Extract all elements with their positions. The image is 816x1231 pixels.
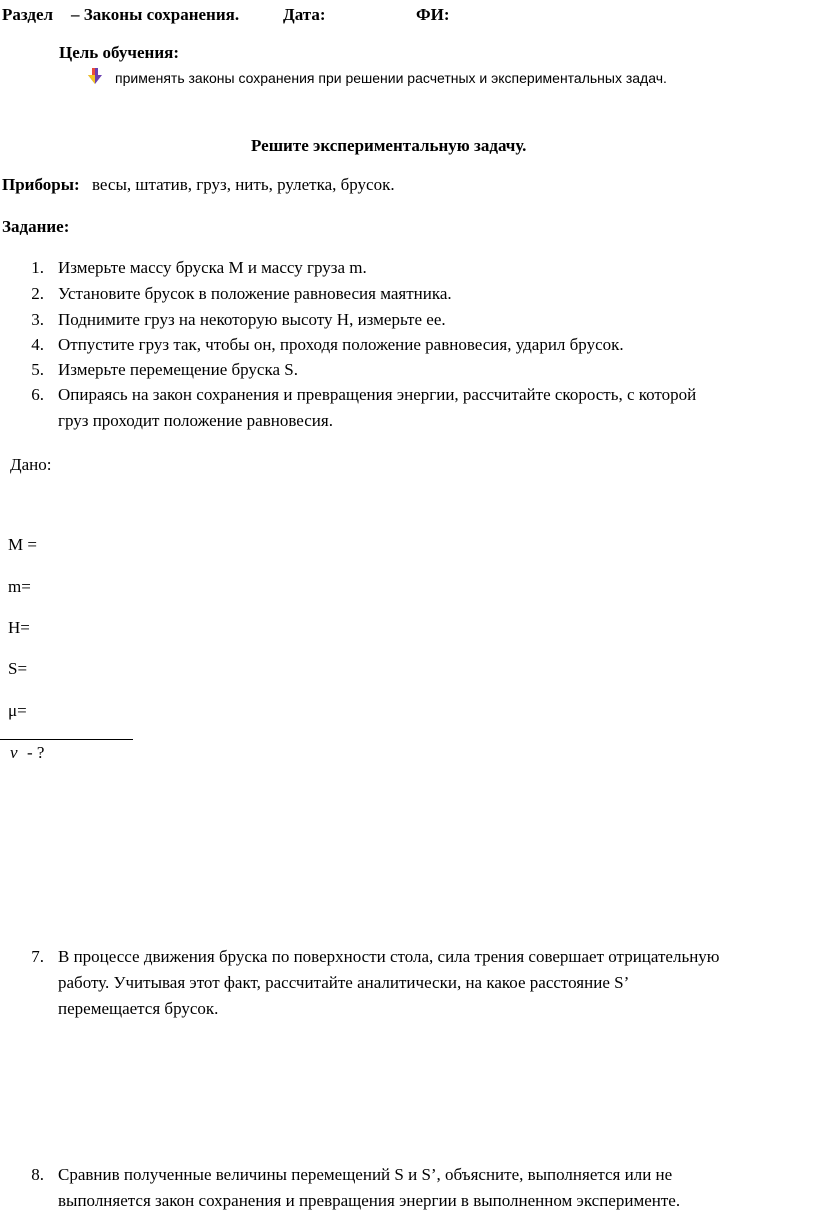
task-title: Решите экспериментальную задачу. [251, 136, 527, 155]
list-item-text-continued: перемещается брусок. [58, 999, 219, 1018]
list-item-number: 8. [31, 1165, 44, 1184]
section-label: Раздел [2, 5, 54, 24]
instruments-text: весы, штатив, груз, нить, рулетка, брусок. [92, 175, 395, 194]
list-item-text: Измерьте перемещение бруска S. [58, 360, 298, 379]
given-item-displacement: S= [8, 659, 28, 678]
list-item-number: 3. [31, 310, 44, 329]
given-item-mass-block: M = [8, 535, 37, 554]
list-item-text: Установите брусок в положение равновесия маятника. [58, 284, 452, 303]
given-item-height: H= [8, 618, 30, 637]
objective-heading: Цель обучения: [59, 43, 179, 62]
list-item-text: Сравнив полученные величины перемещений S и S’, объясните, выполняется или не [58, 1165, 673, 1184]
assignment-label: Задание: [2, 217, 70, 236]
objective-item: применять законы сохранения при решении расчетных и экспериментальных задач. [115, 70, 667, 86]
unknown-suffix: - ? [27, 743, 45, 762]
given-label: Дано: [10, 455, 52, 474]
list-item-number: 1. [31, 258, 44, 277]
list-item-number: 5. [31, 360, 44, 379]
list-item-text-continued: груз проходит положение равновесия. [58, 411, 333, 430]
section-topic: – Законы сохранения. [71, 5, 240, 24]
name-label: ФИ: [416, 5, 450, 24]
given-item-mass-load: m= [8, 577, 31, 596]
list-item-text: В процессе движения бруска по поверхности стола, сила трения совершает отрицательную [58, 947, 720, 966]
instruments-label: Приборы: [2, 175, 80, 194]
list-item-text-continued: выполняется закон сохранения и превращения энергии в выполненном эксперименте. [58, 1191, 681, 1210]
list-item-text: Опираясь на закон сохранения и превращения энергии, рассчитайте скорость, с которой [58, 385, 697, 404]
list-item-text-continued: работу. Учитывая этот факт, рассчитайте аналитически, на какое расстояние S’ [58, 973, 630, 992]
given-divider [0, 739, 133, 740]
list-item-text: Измерьте массу бруска M и массу груза m. [58, 258, 367, 277]
list-item-text: Поднимите груз на некоторую высоту H, измерьте ее. [58, 310, 446, 329]
list-item-number: 2. [31, 284, 44, 303]
list-item-number: 7. [31, 947, 44, 966]
unknown-symbol: v [10, 743, 18, 762]
date-label: Дата: [283, 5, 326, 24]
given-item-friction: μ= [8, 701, 27, 720]
arrow-bullet-icon [88, 68, 102, 84]
list-item-number: 4. [31, 335, 44, 354]
list-item-text: Отпустите груз так, чтобы он, проходя положение равновесия, ударил брусок. [58, 335, 624, 354]
list-item-number: 6. [31, 385, 44, 404]
